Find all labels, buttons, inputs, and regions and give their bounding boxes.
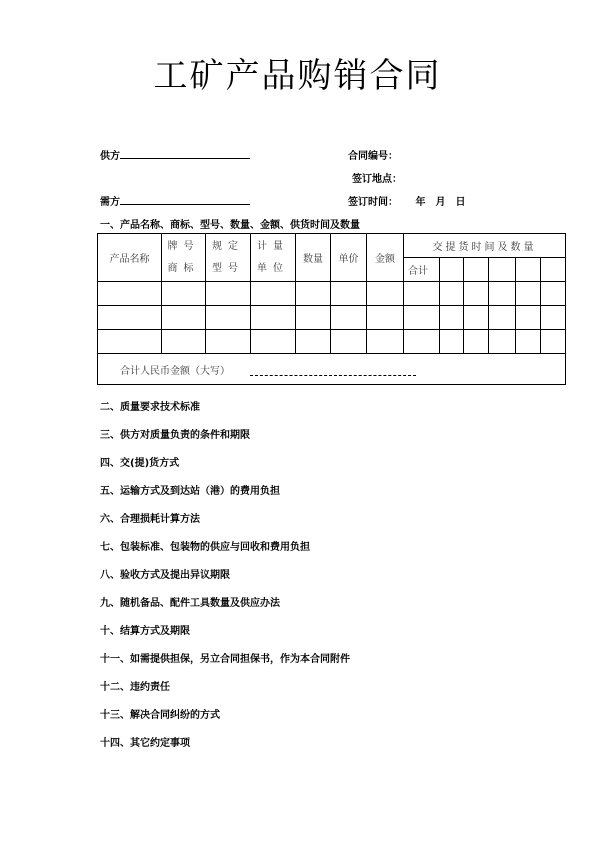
quantity-header: 数量 <box>296 234 331 282</box>
buyer-label: 需方 <box>100 197 120 208</box>
sign-time-value: 年 月 日 <box>415 197 466 208</box>
total-rmb-dashed-line <box>250 375 416 376</box>
sign-time-label: 签订时间： <box>348 197 398 208</box>
section-4-title: 四、交(提)货方式 <box>100 458 180 469</box>
contract-no-label: 合同编号： <box>348 151 398 162</box>
section-5-title: 五、运输方式及到达站（港）的费用负担 <box>100 486 280 497</box>
contract-no-field <box>348 147 398 162</box>
table-row <box>98 306 566 330</box>
brand-header: 牌号 商标 <box>162 234 206 282</box>
buyer-blank[interactable] <box>120 194 250 205</box>
supplier-blank[interactable] <box>120 148 250 159</box>
section-3-title: 三、供方对质量负责的条件和期限 <box>100 430 250 441</box>
unit-price-header: 单价 <box>331 234 367 282</box>
total-rmb-label: 合计人民币金额（大写） <box>120 365 230 377</box>
buyer-field <box>100 193 250 208</box>
amount-header: 金额 <box>367 234 404 282</box>
section-1-title: 一、产品名称、商标、型号、数量、金额、供货时间及数量 <box>100 220 360 231</box>
product-name-header: 产品名称 <box>98 234 162 282</box>
product-table <box>97 233 566 385</box>
sign-place-label: 签订地点： <box>352 174 402 185</box>
unit-header: 计量 单位 <box>251 234 296 282</box>
delivery-header: 交提货时间及数量 <box>404 234 566 258</box>
section-10-title: 十、结算方式及期限 <box>100 626 190 637</box>
total-rmb-cell[interactable] <box>98 354 566 385</box>
table-header-row <box>98 234 566 258</box>
sign-time-field <box>348 193 465 208</box>
total-rmb-row <box>98 354 566 385</box>
section-12-title: 十二、违约责任 <box>100 682 170 693</box>
supplier-label: 供方 <box>100 151 120 162</box>
section-7-title: 七、包装标准、包装物的供应与回收和费用负担 <box>100 542 310 553</box>
section-8-title: 八、验收方式及提出异议期限 <box>100 570 230 581</box>
sign-place-field <box>352 170 402 185</box>
section-9-title: 九、随机备品、配件工具数量及供应办法 <box>100 598 280 609</box>
total-subheader: 合计 <box>404 258 440 282</box>
section-13-title: 十三、解决合同纠纷的方式 <box>100 710 220 721</box>
spec-header: 规定 型号 <box>206 234 251 282</box>
section-2-title: 二、质量要求技术标准 <box>100 402 200 413</box>
table-row <box>98 330 566 354</box>
table-row <box>98 282 566 306</box>
document-title: 工矿产品购销合同 <box>153 56 442 96</box>
section-6-title: 六、合理损耗计算方法 <box>100 514 200 525</box>
section-11-title: 十一、如需提供担保，另立合同担保书，作为本合同附件 <box>100 654 350 665</box>
supplier-field <box>100 147 250 162</box>
section-14-title: 十四、其它约定事项 <box>100 738 190 749</box>
